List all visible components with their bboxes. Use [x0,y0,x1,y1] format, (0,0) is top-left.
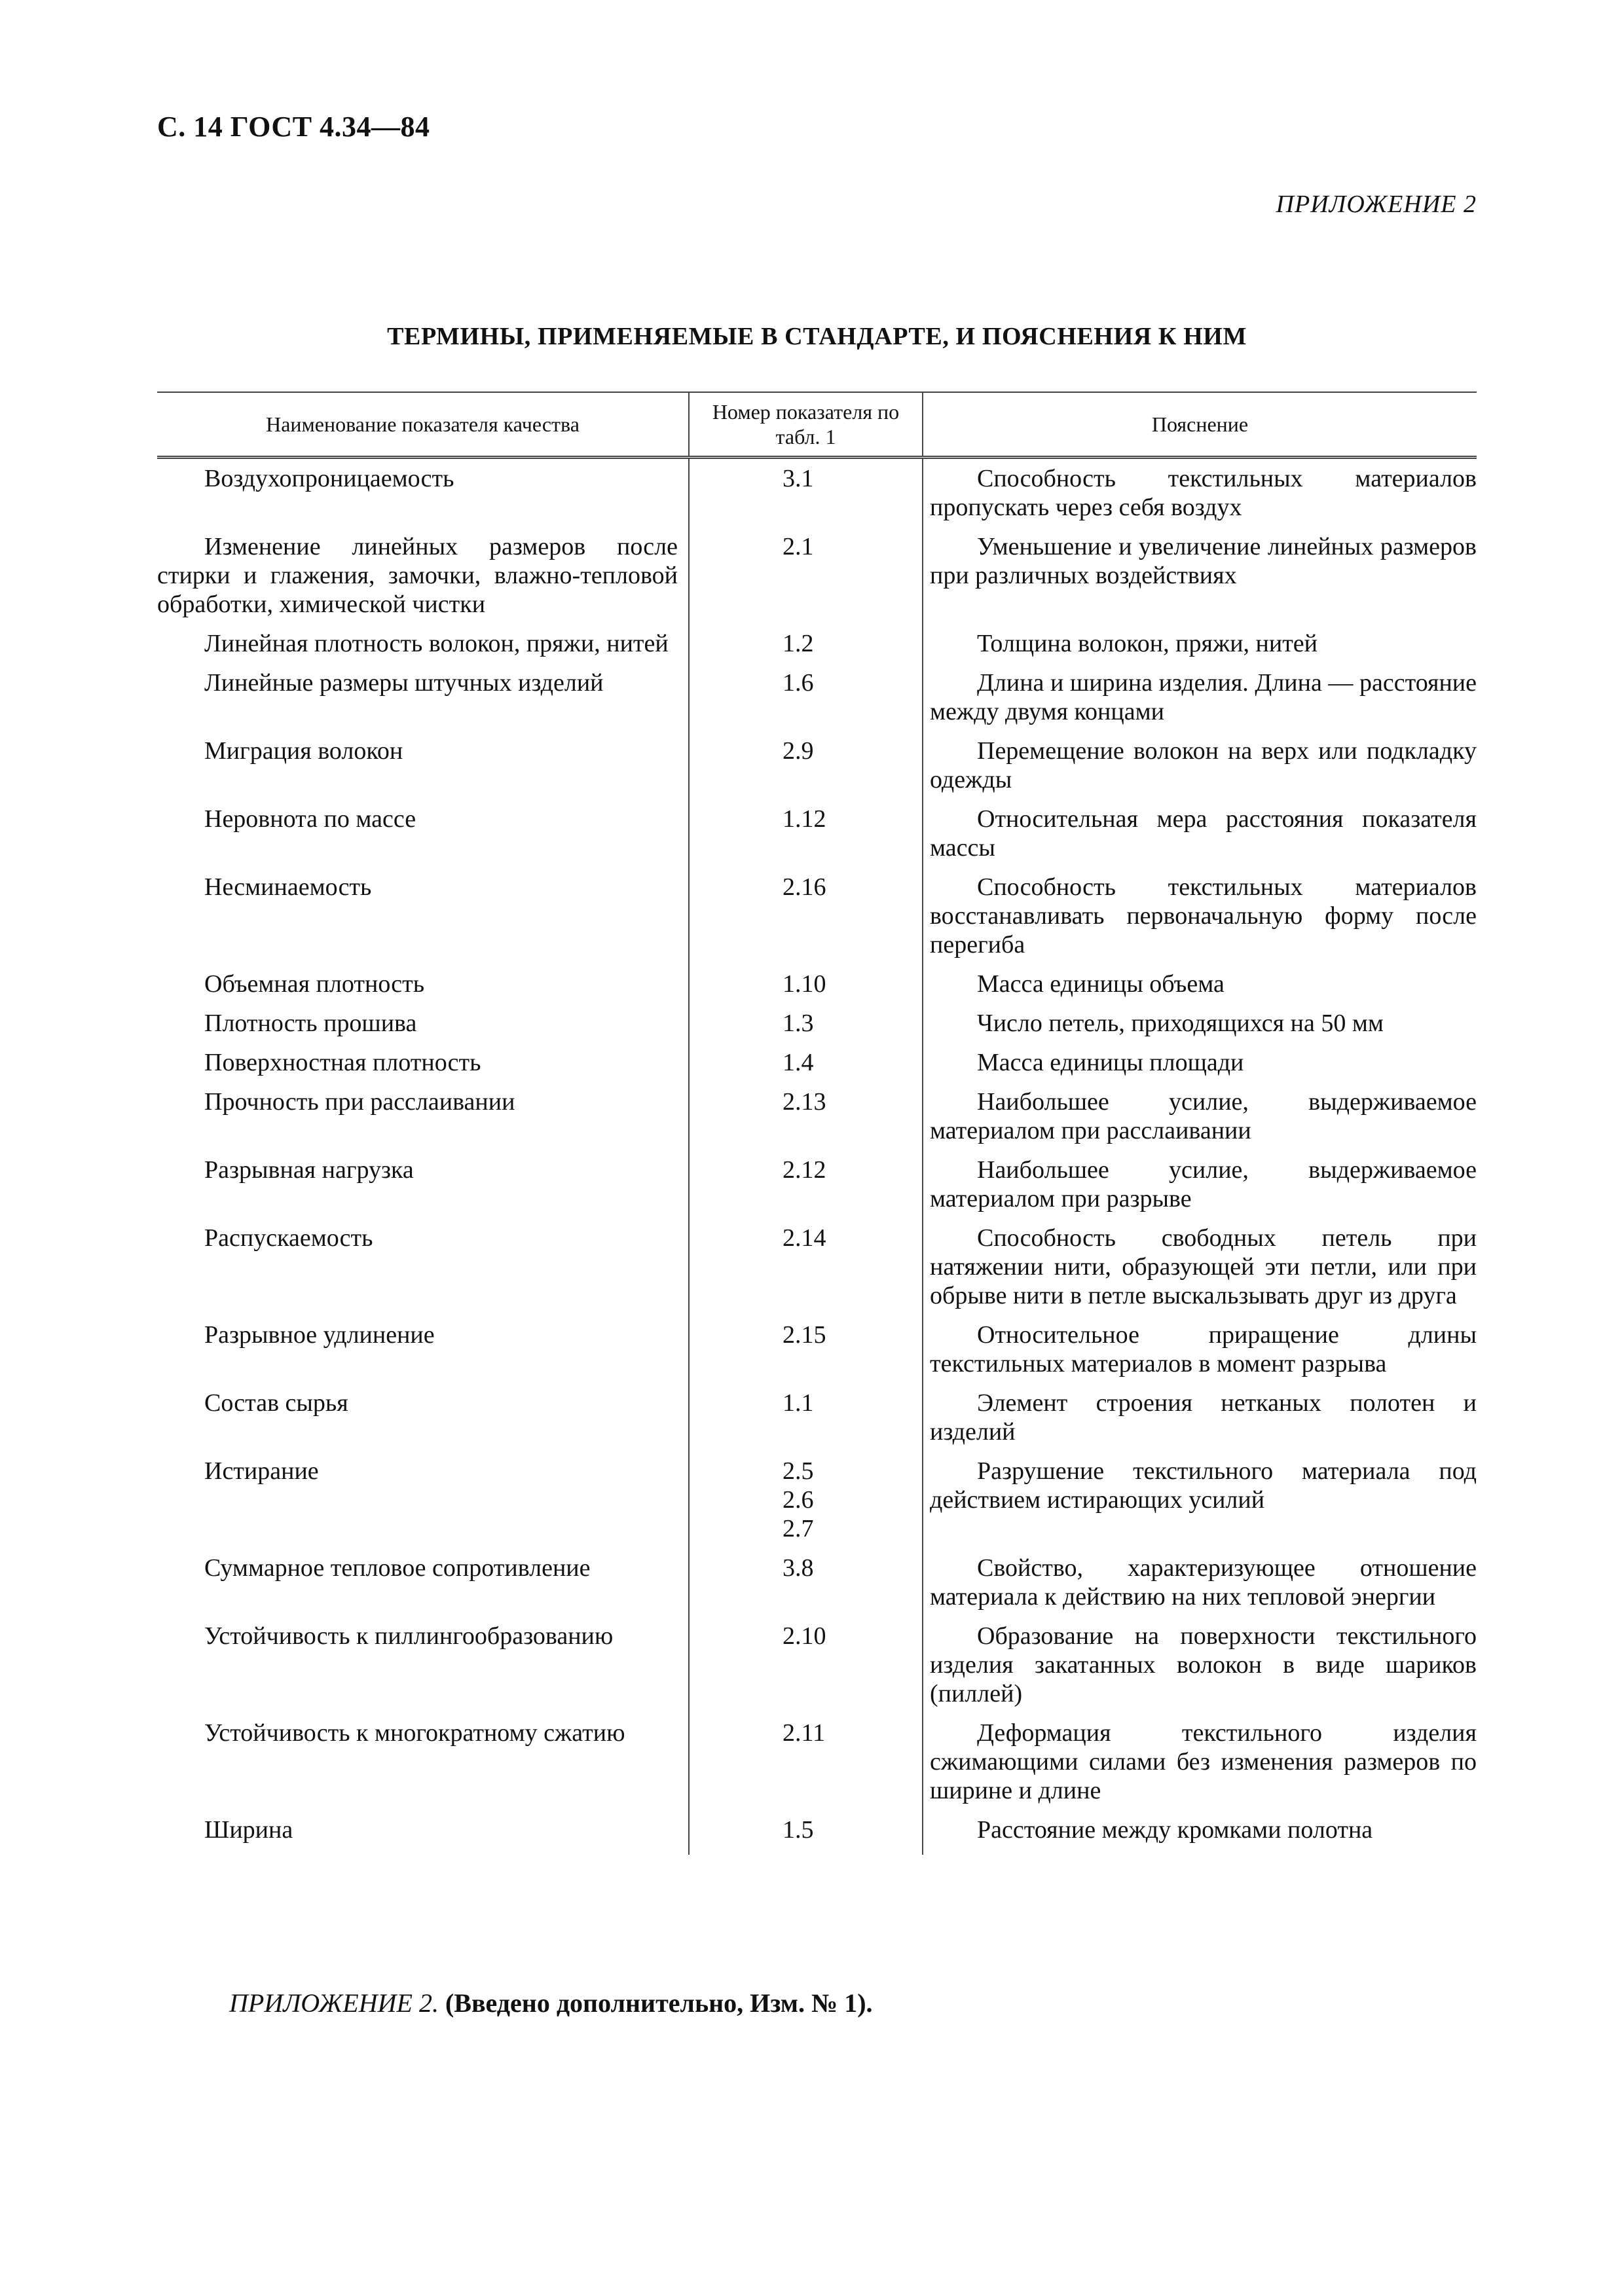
explanation-cell [923,1719,1477,1815]
explanation-text: Число петель, приходящихся на 50 мм [977,1010,1384,1037]
table-row [157,532,1477,629]
number-cell [689,805,923,873]
number-cell [689,1719,923,1815]
number-cell [689,1048,923,1087]
indicator-number: 1.3 [783,1010,814,1037]
indicator-number: 2.15 [783,1321,826,1349]
term-text: Устойчивость к пиллингообразованию [204,1622,614,1650]
table-row [157,805,1477,873]
table-row [157,1719,1477,1815]
indicator-number: 2.14 [783,1224,826,1252]
term-text: Воздухопроницаемость [204,465,454,492]
explanation-text: Относительная мера расстояния показателя массы [930,805,1477,862]
explanation-cell [923,737,1477,805]
term-text: Несминаемость [204,873,372,901]
indicator-number: 2.6 [783,1486,814,1514]
indicator-number: 2.7 [783,1515,814,1542]
table-row [157,1622,1477,1719]
number-cell [689,629,923,668]
term-text: Объемная плотность [204,970,425,998]
table-row [157,629,1477,668]
term-cell [157,629,689,668]
term-cell [157,1156,689,1224]
table-row [157,1554,1477,1622]
indicator-number: 2.11 [783,1719,826,1747]
term-text: Устойчивость к многократному сжатию [204,1719,625,1747]
term-cell [157,805,689,873]
number-cell [689,1009,923,1048]
number-cell [689,970,923,1009]
explanation-cell [923,1224,1477,1321]
explanation-text: Относительное приращение длины текстильных материалов в момент разрыва [930,1321,1477,1377]
table-row [157,1156,1477,1224]
term-cell [157,1321,689,1389]
number-cell [689,1815,923,1855]
term-cell [157,1389,689,1457]
explanation-cell [923,1815,1477,1855]
term-text: Суммарное тепловое сопротивление [204,1554,591,1582]
explanation-text: Образование на поверхности текстильного изделия закатанных волокон в виде шариков (пиллей) [930,1622,1477,1707]
term-text: Ширина [204,1816,293,1844]
table-row [157,1815,1477,1855]
explanation-text: Расстояние между кромками полотна [977,1816,1373,1844]
explanation-text: Масса единицы площади [977,1049,1244,1076]
term-cell [157,1622,689,1719]
page-header: С. 14 ГОСТ 4.34—84 [157,111,430,143]
number-cell [689,1224,923,1321]
term-text: Прочность при расслаивании [204,1088,515,1116]
indicator-number: 2.12 [783,1156,826,1184]
document-title: ТЕРМИНЫ, ПРИМЕНЯЕМЫЕ В СТАНДАРТЕ, И ПОЯСНЕНИЯ К НИМ [387,323,1247,350]
explanation-cell [923,1554,1477,1622]
table-body [157,458,1477,1855]
number-cell [689,1457,923,1554]
indicator-number: 2.9 [783,737,814,765]
explanation-text: Элемент строения нетканых полотен и изделий [930,1389,1477,1446]
footnote-appendix-ref: ПРИЛОЖЕНИЕ 2. [229,1988,439,2018]
term-text: Разрывное удлинение [204,1321,435,1349]
table-header [157,392,1477,458]
term-cell [157,970,689,1009]
indicator-number: 1.10 [783,970,826,998]
term-text: Поверхностная плотность [204,1049,481,1076]
explanation-text: Масса единицы объема [977,970,1225,998]
number-cell [689,1321,923,1389]
indicator-number: 1.6 [783,669,814,697]
term-cell [157,1048,689,1087]
term-cell [157,668,689,737]
column-header-explanation: Пояснение [923,392,1477,458]
explanation-cell [923,1087,1477,1156]
indicator-number: 2.10 [783,1622,826,1650]
explanation-text: Свойство, характеризующее отношение материала к действию на них тепловой энергии [930,1554,1477,1611]
footnote-amendment-note: (Введено дополнительно, Изм. № 1). [445,1988,873,2018]
table-row [157,1389,1477,1457]
explanation-text: Способность текстильных материалов пропускать через себя воздух [930,465,1477,521]
term-text: Плотность прошива [204,1010,417,1037]
explanation-cell [923,805,1477,873]
term-cell [157,1009,689,1048]
table-row [157,668,1477,737]
table-row [157,1457,1477,1554]
explanation-cell [923,458,1477,533]
explanation-cell [923,1622,1477,1719]
indicator-number: 1.5 [783,1816,814,1844]
explanation-cell [923,668,1477,737]
term-cell [157,1457,689,1554]
term-cell [157,1719,689,1815]
term-cell [157,873,689,970]
explanation-cell [923,1457,1477,1554]
table-row [157,1087,1477,1156]
number-cell [689,458,923,533]
explanation-text: Разрушение текстильного материала под действием истирающих усилий [930,1457,1477,1514]
table-row [157,1224,1477,1321]
term-cell [157,532,689,629]
term-text: Состав сырья [204,1389,348,1417]
table-row [157,1009,1477,1048]
column-header-term: Наименование показателя качества [157,392,689,458]
explanation-text: Уменьшение и увеличение линейных размеров при различных воздействиях [930,533,1477,589]
number-cell [689,873,923,970]
indicator-number: 1.4 [783,1049,814,1076]
explanation-text: Длина и ширина изделия. Длина — расстояние между двумя концами [930,669,1477,725]
explanation-cell [923,1156,1477,1224]
explanation-text: Перемещение волокон на верх или подкладку одежды [930,737,1477,793]
number-cell [689,737,923,805]
table-row [157,458,1477,533]
indicator-number: 3.8 [783,1554,814,1582]
table-row [157,873,1477,970]
table-row [157,1321,1477,1389]
terms-table [157,392,1477,1855]
term-cell [157,737,689,805]
term-text: Разрывная нагрузка [204,1156,414,1184]
explanation-cell [923,1009,1477,1048]
term-cell [157,1087,689,1156]
explanation-cell [923,1321,1477,1389]
indicator-number: 1.2 [783,630,814,657]
term-text: Неровнота по массе [204,805,416,833]
explanation-text: Наибольшее усилие, выдерживаемое материалом при расслаивании [930,1088,1477,1144]
explanation-cell [923,873,1477,970]
table-row [157,1048,1477,1087]
term-text: Миграция волокон [204,737,403,765]
term-text: Распускаемость [204,1224,373,1252]
explanation-text: Деформация текстильного изделия сжимающими силами без изменения размеров по ширине и длине [930,1719,1477,1804]
explanation-text: Толщина волокон, пряжи, нитей [977,630,1318,657]
number-cell [689,1156,923,1224]
term-text: Линейная плотность волокон, пряжи, нитей [204,630,669,657]
term-text: Изменение линейных размеров после стирки и глажения, замочки, влажно-тепловой обработки, химической чистки [157,533,678,618]
indicator-number: 2.16 [783,873,826,901]
explanation-cell [923,629,1477,668]
indicator-number: 3.1 [783,465,814,492]
number-cell [689,1622,923,1719]
indicator-number: 1.1 [783,1389,814,1417]
term-cell [157,1815,689,1855]
explanation-text: Способность текстильных материалов восстанавливать первоначальную форму после перегиба [930,873,1477,958]
number-cell [689,1554,923,1622]
explanation-cell [923,1389,1477,1457]
indicator-number: 2.13 [783,1088,826,1116]
number-cell [689,1389,923,1457]
explanation-cell [923,532,1477,629]
explanation-cell [923,970,1477,1009]
indicator-number: 2.1 [783,533,814,560]
term-text: Линейные размеры штучных изделий [204,669,604,697]
table-row [157,737,1477,805]
number-cell [689,1087,923,1156]
number-cell [689,668,923,737]
indicator-number: 2.5 [783,1457,814,1485]
indicator-number: 1.12 [783,805,826,833]
term-cell [157,1554,689,1622]
term-cell [157,1224,689,1321]
explanation-cell [923,1048,1477,1087]
explanation-text: Способность свободных петель при натяжении нити, образующей эти петли, или при обрыве нити в петле выскальзывать друг из друга [930,1224,1477,1309]
explanation-text: Наибольшее усилие, выдерживаемое материалом при разрыве [930,1156,1477,1212]
term-text: Истирание [204,1457,319,1485]
column-header-number: Номер показателя по табл. 1 [689,392,923,458]
term-cell [157,458,689,533]
table-row [157,970,1477,1009]
footnote [229,1988,873,2018]
number-cell [689,532,923,629]
appendix-label: ПРИЛОЖЕНИЕ 2 [1276,191,1477,218]
